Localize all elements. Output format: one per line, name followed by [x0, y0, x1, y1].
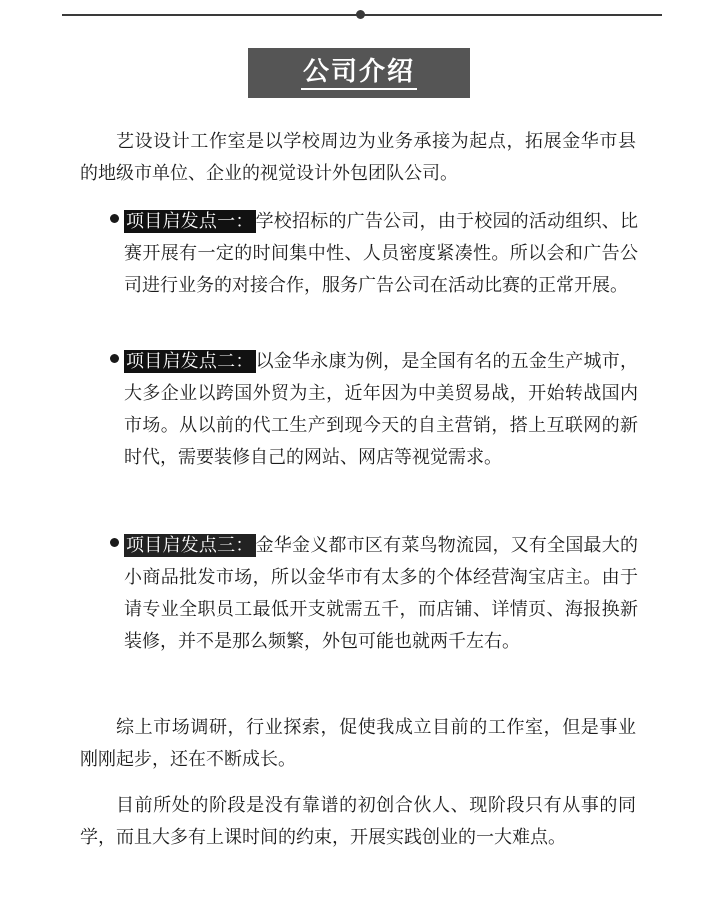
point-label: 项目启发点三： — [126, 535, 254, 556]
bullet-icon — [110, 354, 119, 363]
title-banner — [248, 48, 470, 98]
point-item-3 — [110, 530, 638, 658]
point-label: 项目启发点二： — [126, 351, 254, 372]
point-text-block — [124, 206, 638, 302]
point-body: 金华金义都市区有菜鸟物流园，又有全国最大的小商品批发市场，所以金华市有太多的个体经营淘宝店主。由于请专业全职员工最低开支就需五千，而店铺、详情页、海报换新装修，并不是那么频繁，外包可能也就两千左右。 — [124, 535, 639, 652]
bullet-icon — [110, 214, 119, 223]
page-title: 公司介绍 — [301, 56, 417, 90]
intro-paragraph: 艺设设计工作室是以学校周边为业务承接为起点，拓展金华市县的地级市单位、企业的视觉设计外包团队公司。 — [80, 131, 636, 184]
point-text-block — [124, 530, 638, 658]
divider-dot-ornament — [356, 10, 365, 19]
summary-paragraph: 综上市场调研，行业探索，促使我成立目前的工作室，但是事业刚刚起步，还在不断成长。 — [80, 717, 636, 770]
point-text-block — [124, 346, 638, 474]
point-item-2 — [110, 346, 638, 474]
bullet-icon — [110, 538, 119, 547]
point-body: 以金华永康为例，是全国有名的五金生产城市，大多企业以跨国外贸为主，近年因为中美贸易战，开始转战国内市场。从以前的代工生产到现今天的自主营销，搭上互联网的新时代，需要装修自己的网站、网店等视觉需求。 — [124, 351, 639, 468]
point-item-1 — [110, 206, 638, 302]
point-body: 学校招标的广告公司，由于校园的活动组织、比赛开展有一定的时间集中性、人员密度紧凑性。所以会和广告公司进行业务的对接合作，服务广告公司在活动比赛的正常开展。 — [124, 211, 639, 296]
current-stage-paragraph: 目前所处的阶段是没有靠谱的初创合伙人、现阶段只有从事的同学，而且大多有上课时间的约束，开展实践创业的一大难点。 — [80, 795, 636, 848]
point-label: 项目启发点一： — [126, 211, 254, 232]
